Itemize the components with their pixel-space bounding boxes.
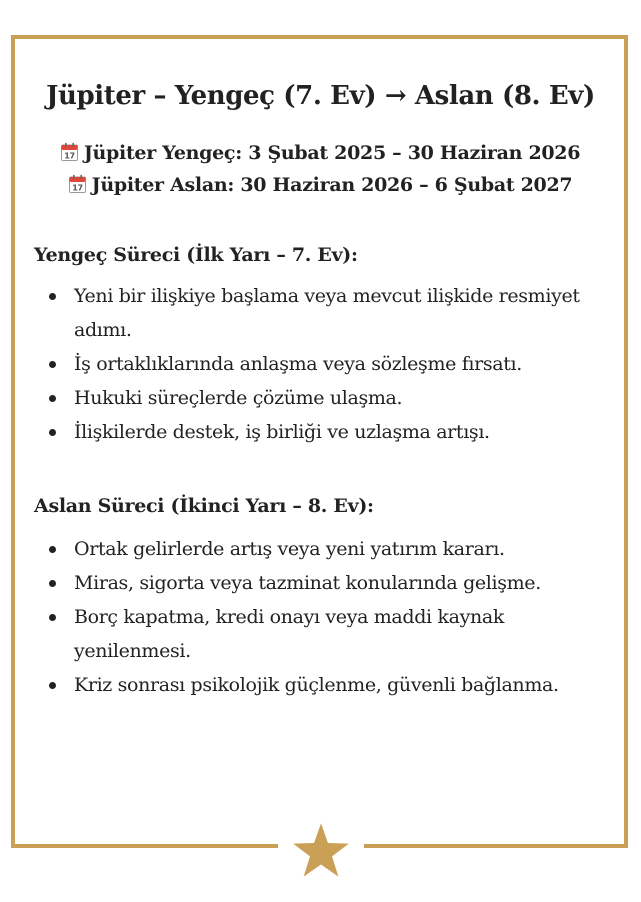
bullet-dot-icon — [49, 361, 56, 368]
date-line-leo — [0, 174, 641, 196]
list-item: Borç kapatma, kredi onayı veya maddi kaynak yenilenmesi. — [48, 600, 618, 668]
list-item: İş ortaklıklarında anlaşma veya sözleşme fırsatı. — [48, 347, 618, 381]
list-item: Yeni bir ilişkiye başlama veya mevcut ilişkide resmiyet adımı. — [48, 279, 618, 347]
section-heading-cancer: Yengeç Süreci (İlk Yarı – 7. Ev): — [34, 244, 358, 266]
list-item: Miras, sigorta veya tazminat konularında gelişme. — [48, 566, 618, 600]
section-heading-leo: Aslan Süreci (İkinci Yarı – 8. Ev): — [34, 495, 374, 517]
bullet-dot-icon — [49, 395, 56, 402]
bullet-list-cancer — [48, 279, 618, 449]
star-icon — [292, 822, 350, 878]
svg-text:17: 17 — [64, 151, 75, 161]
calendar-icon — [61, 143, 78, 161]
bullet-dot-icon — [49, 580, 56, 587]
calendar-icon — [69, 175, 86, 193]
bullet-dot-icon — [49, 429, 56, 436]
svg-text:17: 17 — [71, 183, 83, 193]
list-item: Kriz sonrası psikolojik güçlenme, güvenli bağlanma. — [48, 668, 618, 702]
list-item: Ortak gelirlerde artış veya yeni yatırım kararı. — [48, 532, 618, 566]
list-item: İlişkilerde destek, iş birliği ve uzlaşma artışı. — [48, 415, 618, 449]
page-title: Jüpiter – Yengeç (7. Ev) → Aslan (8. Ev) — [46, 81, 595, 111]
date-text-leo: Jüpiter Aslan: 30 Haziran 2026 – 6 Şubat 2027 — [91, 174, 573, 196]
date-line-cancer — [0, 142, 641, 164]
bullet-dot-icon — [49, 293, 56, 300]
bullet-dot-icon — [49, 682, 56, 689]
bullet-list-leo — [48, 532, 618, 702]
list-item: Hukuki süreçlerde çözüme ulaşma. — [48, 381, 618, 415]
bullet-dot-icon — [49, 614, 56, 621]
bullet-dot-icon — [49, 546, 56, 553]
date-text-cancer: Jüpiter Yengeç: 3 Şubat 2025 – 30 Haziran 2026 — [83, 142, 581, 164]
